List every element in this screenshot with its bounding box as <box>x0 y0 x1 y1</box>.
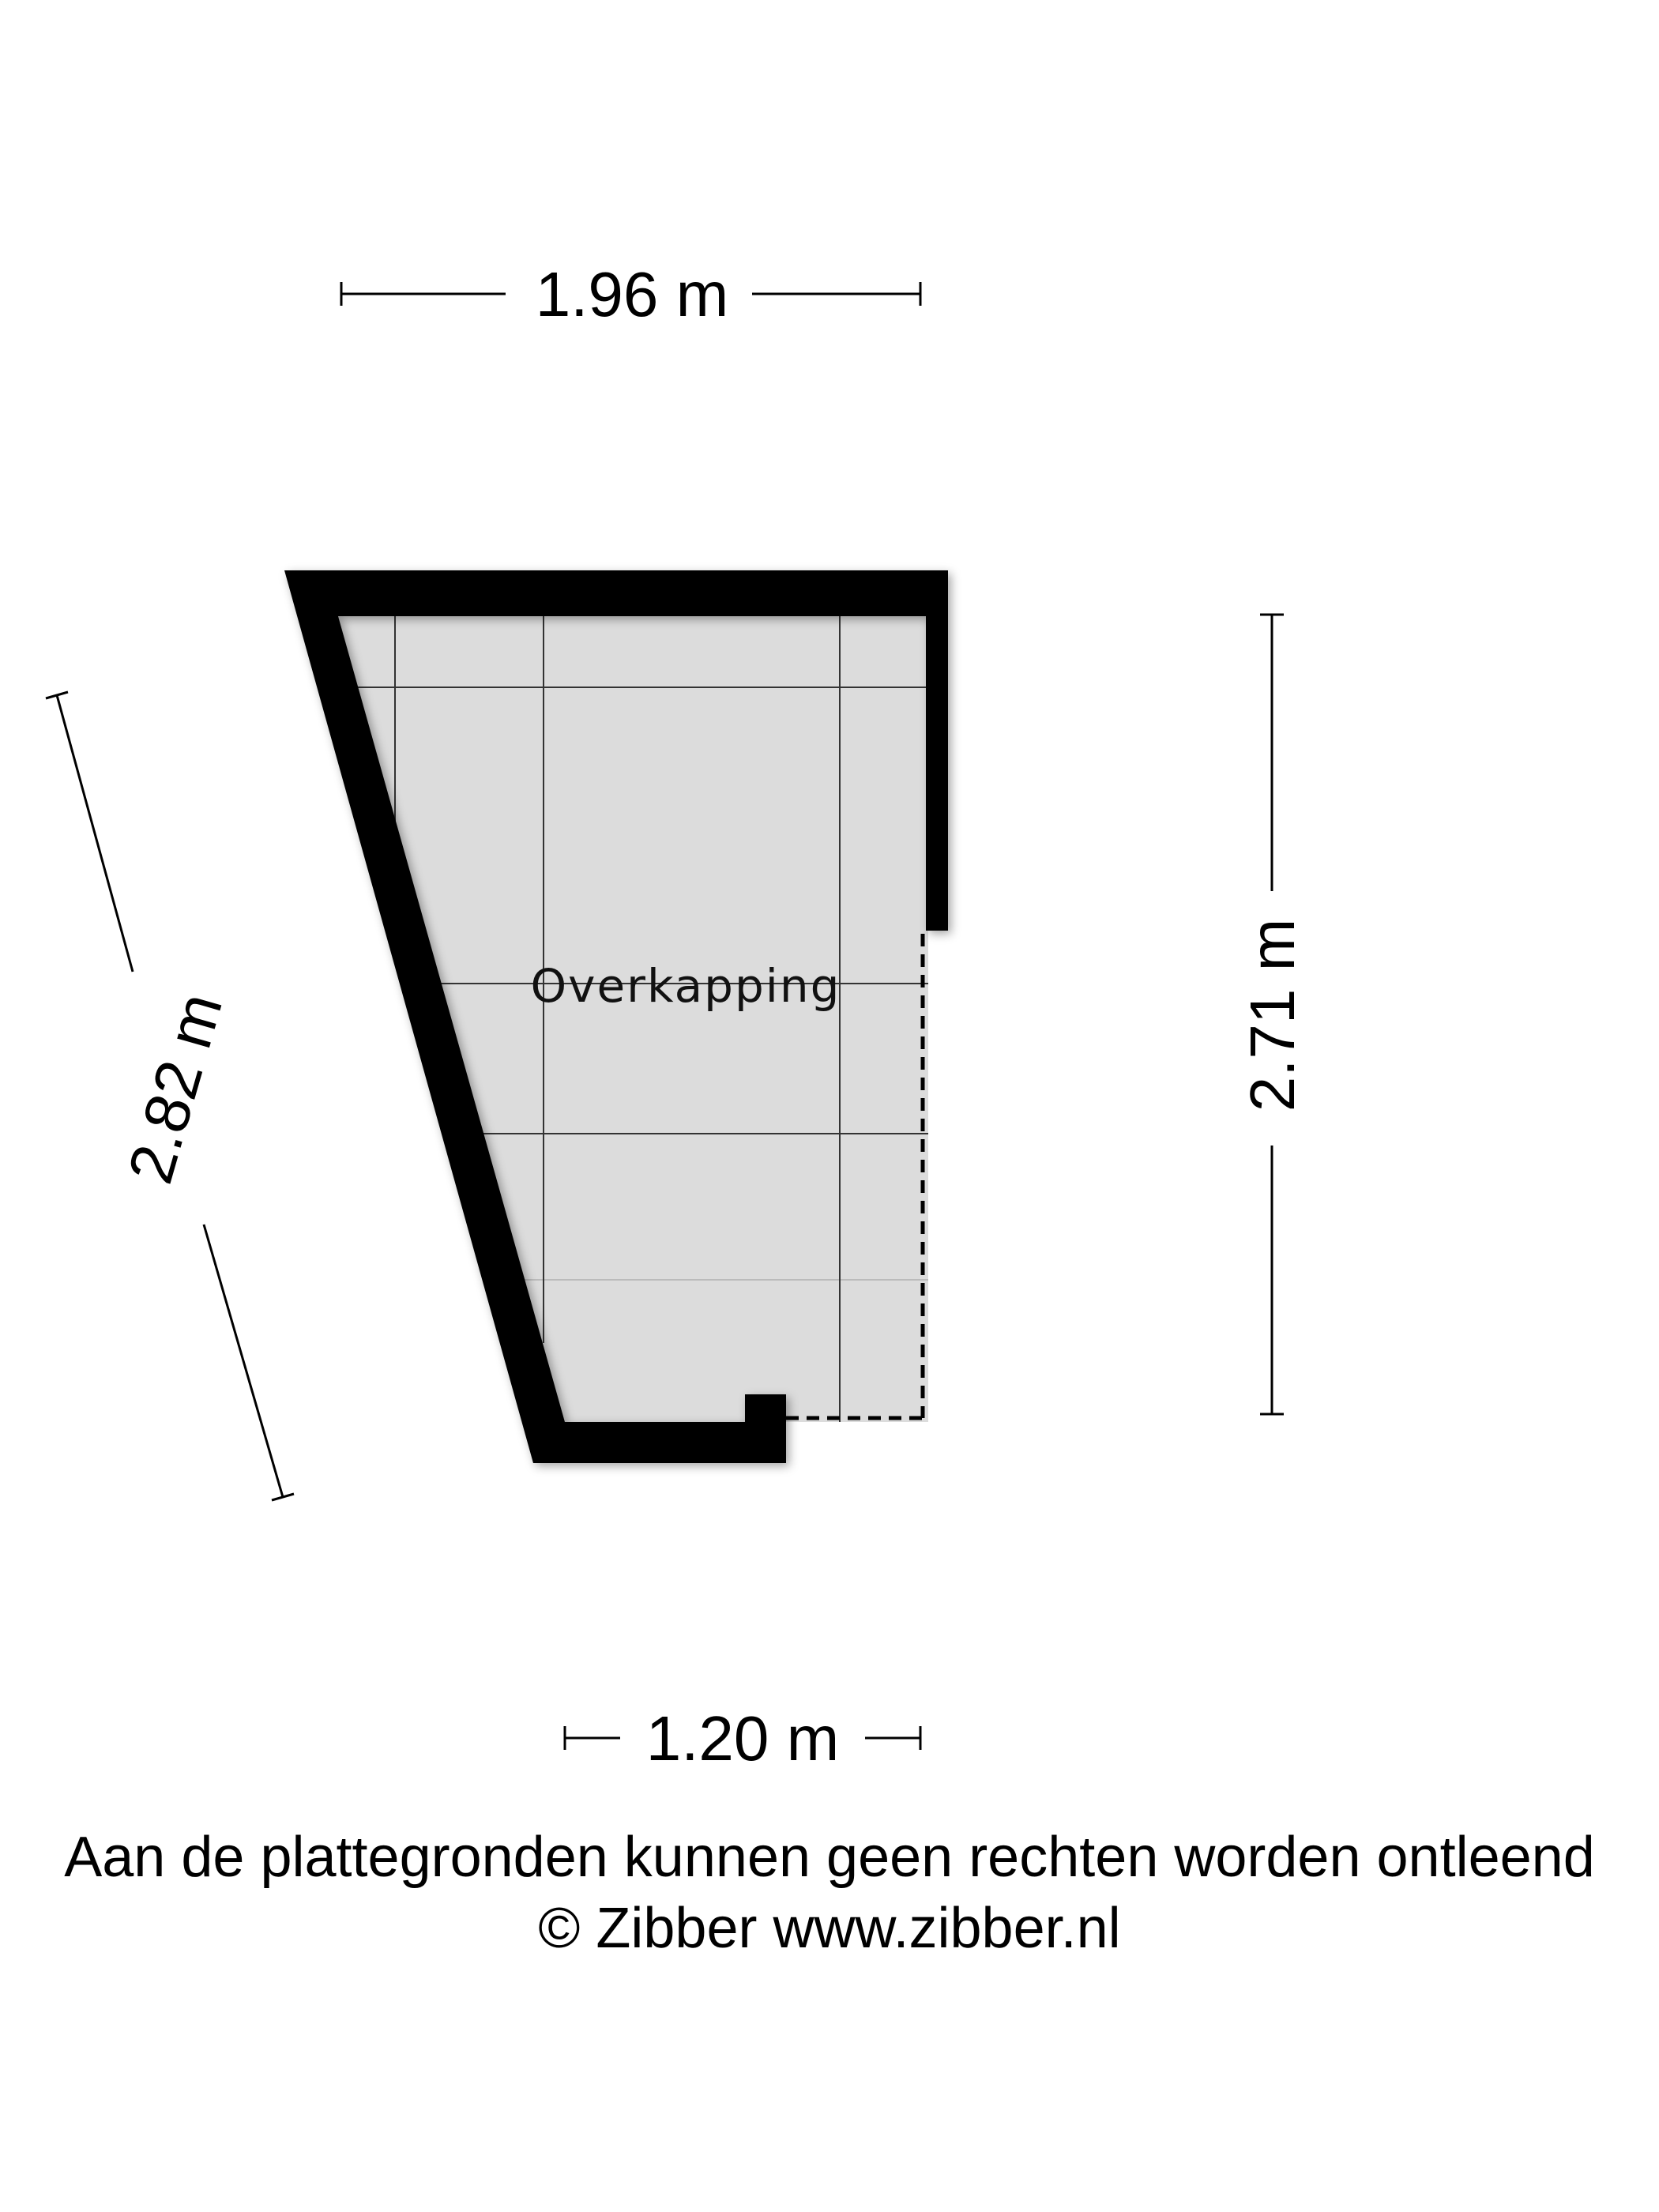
dimension-top-label: 1.96 m <box>535 259 729 329</box>
dimension-right-label: 2.71 m <box>1237 918 1307 1112</box>
dimension-bottom-label: 1.20 m <box>645 1703 840 1774</box>
dimension-left-label: 2.82 m <box>115 985 236 1191</box>
disclaimer-text: Aan de plattegronden kunnen geen rechten worden ontleend <box>64 1826 1595 1889</box>
copyright-text: © Zibber www.zibber.nl <box>538 1897 1121 1960</box>
room-label: Overkapping <box>530 959 841 1013</box>
